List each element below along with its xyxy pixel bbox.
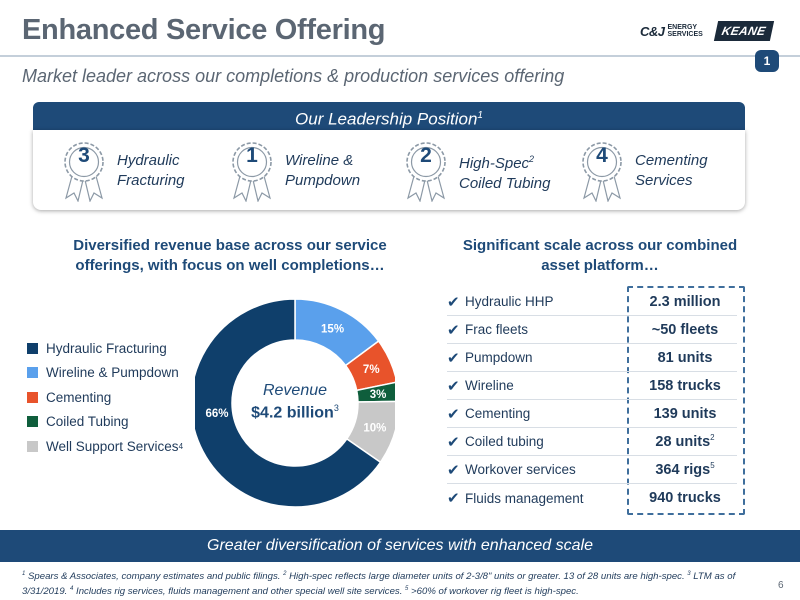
leadership-footnote-ref: 1 xyxy=(477,110,483,121)
section-badge: 1 xyxy=(755,50,779,72)
rank-label-line2: Coiled Tubing xyxy=(459,174,551,192)
scale-value-text: 2.3 million xyxy=(649,293,721,310)
rank-label: Wireline & Pumpdown xyxy=(285,152,361,189)
footnote-text: LTM as of 3/31/2019. xyxy=(22,571,736,598)
cj-logo-mark: C&J xyxy=(640,23,665,39)
title-divider xyxy=(0,55,800,57)
donut-center-label: Revenue xyxy=(262,382,328,399)
scale-label: Fluids management xyxy=(465,490,584,506)
legend-swatch xyxy=(27,441,38,452)
page-subtitle: Market leader across our completions & production services offering xyxy=(22,66,565,86)
scale-value-text: 940 trucks xyxy=(649,490,721,506)
page-title: Enhanced Service Offering xyxy=(22,14,386,46)
donut-data-label: 66% xyxy=(205,408,229,420)
cj-energy-logo xyxy=(640,24,710,39)
scale-row xyxy=(447,428,737,456)
legend-item xyxy=(27,410,183,435)
checkmark-icon: ✔ xyxy=(447,377,460,395)
page-number: 6 xyxy=(778,580,784,591)
scale-label: Workover services xyxy=(465,462,576,477)
legend-item xyxy=(27,336,183,361)
donut-data-label: 3% xyxy=(369,388,387,401)
scale-list xyxy=(447,288,737,512)
scale-footnote-ref: 2 xyxy=(710,433,715,443)
scale-value xyxy=(633,406,737,422)
scale-value xyxy=(633,378,737,394)
scale-label: Frac fleets xyxy=(465,322,529,337)
scale-value-text: 158 trucks xyxy=(649,377,721,394)
donut-center-value xyxy=(228,403,362,422)
scale-value xyxy=(633,461,737,478)
cj-logo-text: ENERGY SERVICES xyxy=(667,24,703,38)
checkmark-icon: ✔ xyxy=(447,321,460,339)
scale-row xyxy=(447,484,737,512)
rank-footnote-ref: 2 xyxy=(529,153,535,164)
scale-value-text: 364 rigs xyxy=(655,461,711,478)
legend-item xyxy=(27,361,183,386)
rank-cementing-services xyxy=(573,140,708,202)
scale-row xyxy=(447,456,737,484)
scale-value-text: 81 units xyxy=(657,349,713,366)
checkmark-icon: ✔ xyxy=(447,433,460,451)
award-ribbon-icon xyxy=(573,140,631,202)
legend-swatch xyxy=(27,392,38,403)
scale-label: Pumpdown xyxy=(465,350,533,365)
footnote-text: High-spec reflects large diameter units of 2-3/8" units or greater. 13 of 28 units are high-spec. xyxy=(286,571,688,583)
footnote-text: >60% of workover rig fleet is high-spec. xyxy=(408,586,579,598)
donut-data-label: 15% xyxy=(321,323,345,336)
keane-logo: KEANE xyxy=(713,21,773,41)
donut-data-label: 7% xyxy=(362,363,380,376)
checkmark-icon: ✔ xyxy=(447,461,460,479)
scale-value xyxy=(633,350,737,366)
rank-number: 2 xyxy=(420,144,432,167)
checkmark-icon: ✔ xyxy=(447,490,460,507)
legend-label: Hydraulic Fracturing xyxy=(46,340,167,356)
scale-value xyxy=(633,490,737,506)
checkmark-icon: ✔ xyxy=(447,405,460,423)
checkmark-icon: ✔ xyxy=(447,349,460,367)
award-ribbon-icon xyxy=(55,140,113,202)
chart-legend xyxy=(27,336,183,459)
legend-label: Wireline & Pumpdown xyxy=(46,365,179,381)
rank-label xyxy=(459,149,550,194)
footnote-ref: 5 xyxy=(405,586,409,593)
leadership-title: Our Leadership Position xyxy=(295,109,478,129)
scale-label: Cementing xyxy=(465,406,531,421)
revenue-title-line2: offerings, with focus on well completions… xyxy=(75,257,385,274)
legend-footnote-ref: 4 xyxy=(178,441,184,451)
scale-value-text: ~50 fleets xyxy=(651,321,719,338)
rank-wireline-pumpdown xyxy=(223,140,360,202)
legend-item xyxy=(27,385,183,410)
legend-swatch xyxy=(27,416,38,427)
legend-label: Cementing xyxy=(46,389,112,405)
scale-row xyxy=(447,288,737,316)
company-logos xyxy=(640,20,771,42)
award-ribbon-icon xyxy=(397,140,455,202)
revenue-total: $4.2 billion xyxy=(251,404,334,422)
revenue-title-line1: Diversified revenue base across our service xyxy=(73,237,387,254)
scale-row xyxy=(447,316,737,344)
scale-label: Hydraulic HHP xyxy=(465,294,554,309)
legend-swatch xyxy=(27,367,38,378)
scale-label: Wireline xyxy=(465,378,514,393)
rank-number: 1 xyxy=(246,144,258,167)
scale-title-line2: asset platform… xyxy=(541,257,659,274)
scale-value xyxy=(633,294,737,310)
donut-data-label: 10% xyxy=(363,422,387,435)
revenue-section-title xyxy=(40,236,420,276)
bottom-banner: Greater diversification of services with enhanced scale xyxy=(0,530,800,562)
rank-high-spec-coiled-tubing xyxy=(397,140,550,202)
scale-title-line1: Significant scale across our combined xyxy=(462,237,738,254)
scale-value-text: 139 units xyxy=(653,405,717,422)
scale-footnote-ref: 5 xyxy=(710,461,715,471)
revenue-footnote-ref: 3 xyxy=(333,403,339,413)
footnotes xyxy=(22,568,770,598)
legend-label: Well Support Services xyxy=(46,438,179,454)
scale-row xyxy=(447,344,737,372)
scale-row xyxy=(447,400,737,428)
scale-value xyxy=(633,433,737,450)
rank-number: 3 xyxy=(78,144,90,167)
legend-item xyxy=(27,434,183,459)
legend-label: Coiled Tubing xyxy=(46,414,129,430)
rank-number: 4 xyxy=(596,144,608,167)
rank-label-line1: High-Spec xyxy=(459,154,530,172)
award-ribbon-icon xyxy=(223,140,281,202)
footnote-ref: 3 xyxy=(687,571,691,577)
scale-value xyxy=(633,322,737,338)
footnote-ref: 4 xyxy=(70,586,74,593)
rank-hydraulic-fracturing xyxy=(55,140,185,202)
scale-row xyxy=(447,372,737,400)
footnote-text: Includes rig services, fluids management and other special well site services. xyxy=(73,586,406,598)
leadership-header xyxy=(33,102,745,130)
rank-label: Cementing Services xyxy=(635,152,708,189)
checkmark-icon: ✔ xyxy=(447,293,460,311)
footnote-text: Spears & Associates, company estimates and public filings. xyxy=(25,571,284,583)
legend-swatch xyxy=(27,343,38,354)
footnote-ref: 2 xyxy=(283,571,287,577)
leadership-panel xyxy=(33,130,745,210)
scale-value-text: 28 units xyxy=(655,433,711,450)
rank-label: Hydraulic Fracturing xyxy=(117,152,185,189)
scale-label: Coiled tubing xyxy=(465,434,544,449)
scale-section-title xyxy=(430,236,770,276)
footnote-ref: 1 xyxy=(22,571,26,577)
